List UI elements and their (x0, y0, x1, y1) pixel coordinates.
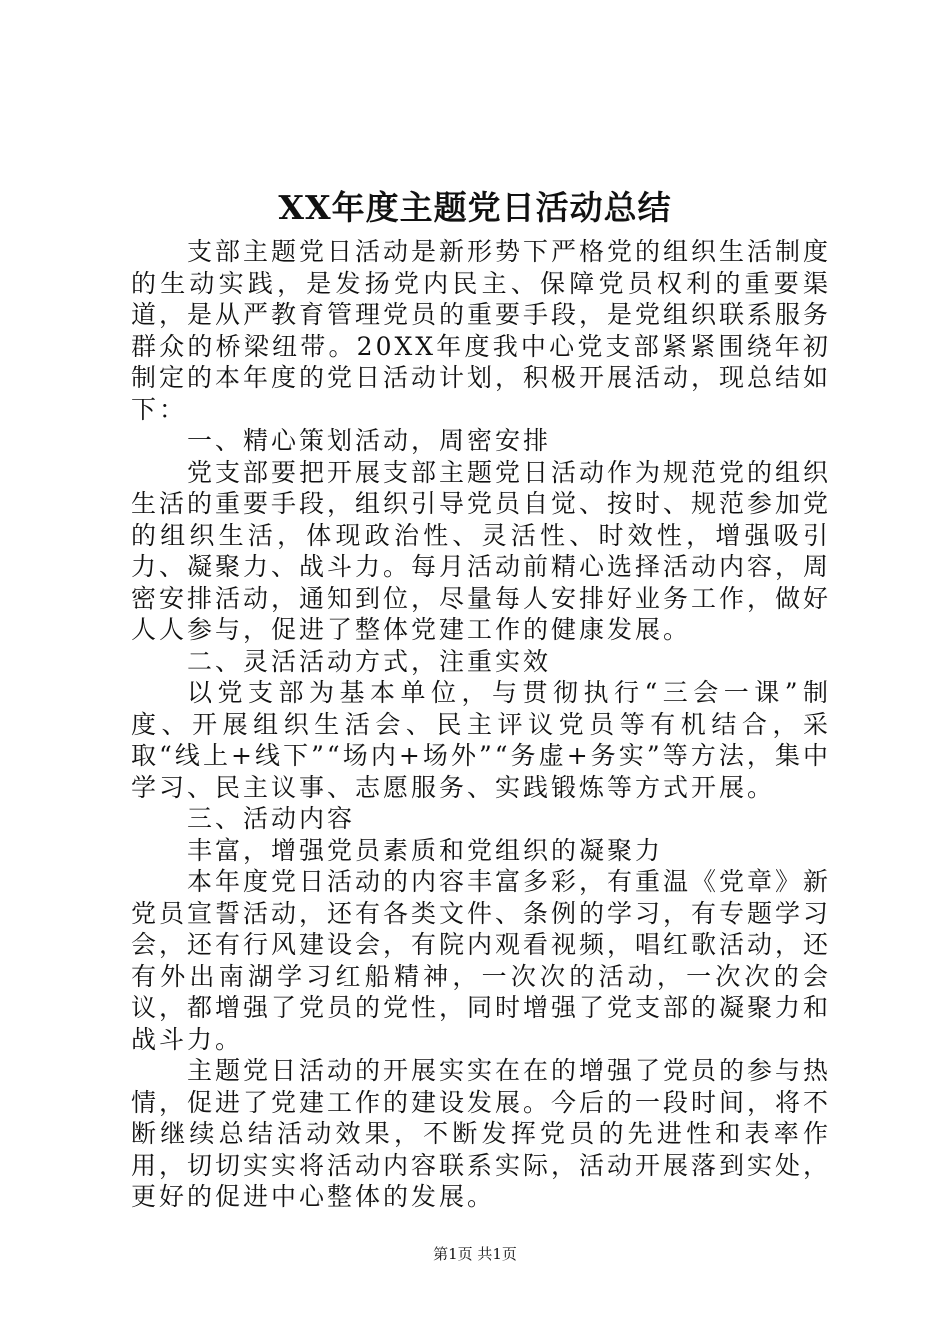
section-heading-1: 一、精心策划活动，周密安排 (187, 426, 552, 455)
section-heading-2: 二、灵活活动方式，注重实效 (187, 646, 552, 676)
paragraph-section-2: 以党支部为基本单位，与贯彻执行“三会一课”制度、开展组织生活会、民主评议党员等有机结合，采取“线上+线下”“场内+场外”“务虚+务实”等方法，集中学习、民主议事、志愿服务、实践锻炼等方式开展。 (131, 678, 831, 802)
section-subheading-3: 丰富，增强党员素质和党组织的凝聚力 (187, 835, 664, 865)
document-title: XX年度主题党日活动总结 (278, 188, 672, 227)
paragraph-intro: 支部主题党日活动是新形势下严格党的组织生活制度的生动实践，是发扬党内民主、保障党员权利的重要渠道，是从严教育管理党员的重要手段，是党组织联系服务群众的桥梁纽带。20XX年度我中心党支部紧紧围绕年初制定的本年度的党日活动计划，积极开展活动，现总结如下： (131, 237, 832, 424)
page-footer: 第1页 共1页 (433, 1245, 517, 1263)
paragraph-section-3: 本年度党日活动的内容丰富多彩，有重温《党章》新党员宣誓活动，还有各类文件、条例的学习，有专题学习会，还有行风建设会，有院内观看视频，唱红歌活动，还有外出南湖学习红船精神，一次次的活动，一次次的会议，都增强了党员的党性，同时增强了党支部的凝聚力和战斗力。 (131, 867, 832, 1054)
paragraph-section-1: 党支部要把开展支部主题党日活动作为规范党的组织生活的重要手段，组织引导党员自觉、按时、规范参加党的组织生活，体现政治性、灵活性、时效性，增强吸引力、凝聚力、战斗力。每月活动前精心选择活动内容，周密安排活动，通知到位，尽量每人安排好业务工作，做好人人参与，促进了整体党建工作的健康发展。 (131, 457, 832, 644)
paragraph-conclusion: 主题党日活动的开展实实在在的增强了党员的参与热情，促进了党建工作的建设发展。今后的一段时间，将不断继续总结活动效果，不断发挥党员的先进性和表率作用，切切实实将活动内容联系实际，活动开展落到实处，更好的促进中心整体的发展。 (131, 1056, 832, 1211)
document-body (131, 236, 831, 1213)
section-heading-3: 三、活动内容 (187, 804, 356, 833)
